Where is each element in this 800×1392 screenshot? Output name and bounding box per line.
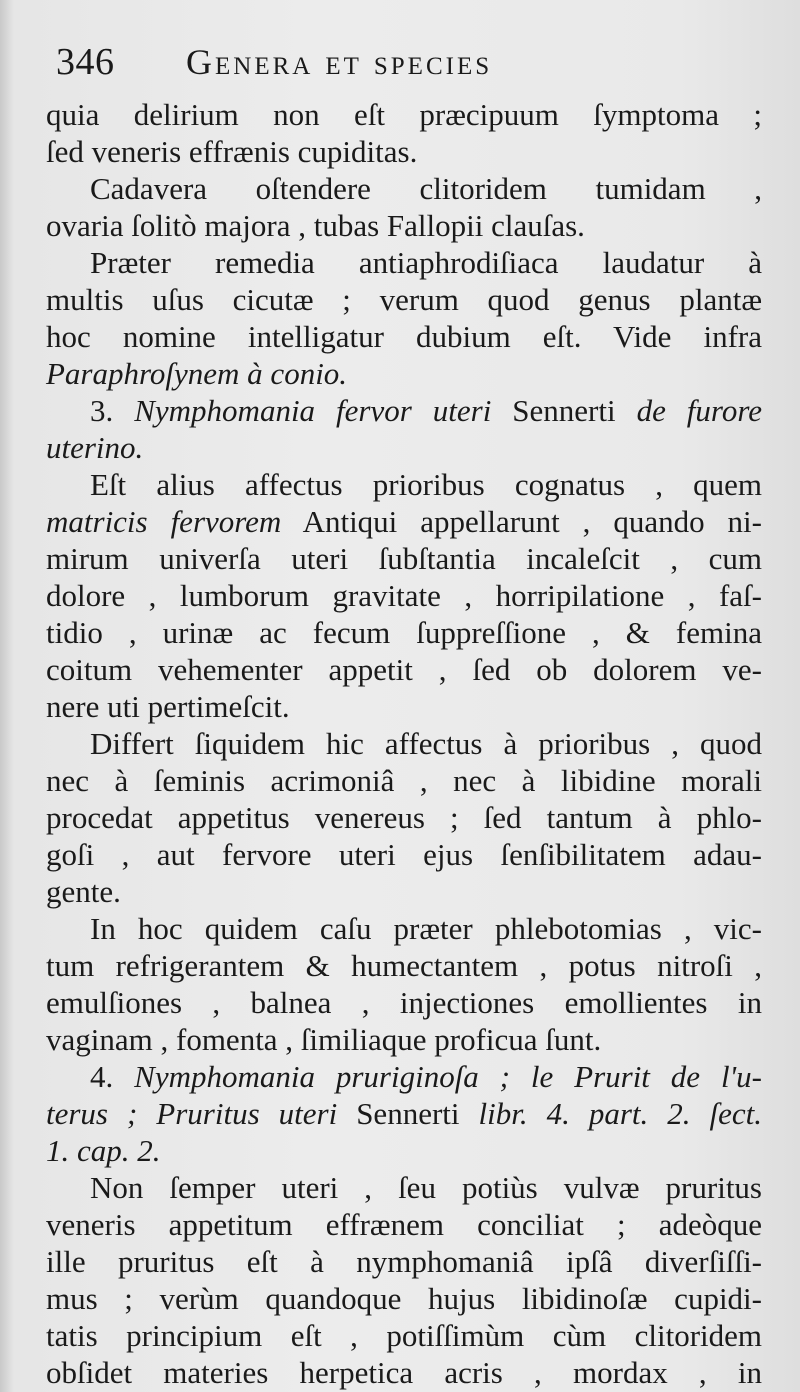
text-line (46, 910, 762, 947)
text-line (46, 762, 762, 799)
italic-span: matricis fervorem (46, 504, 282, 539)
text-span: Præter remedia antiaphrodiſiaca laudatur à (90, 245, 762, 280)
text-span: Cadavera oſtendere clitoridem tumidam , (90, 171, 762, 206)
text-span: ille pruritus eſt à nymphomaniâ ipſâ diverſiſſi- (46, 1244, 762, 1279)
italic-span: de furore (636, 393, 763, 428)
text-span: tum refrigerantem & humectantem , potus nitroſi , (46, 948, 762, 983)
running-head (56, 40, 762, 96)
text-line (46, 540, 762, 577)
text-line (46, 651, 762, 688)
text-span: goſi , aut fervore uteri ejus ſenſibilitatem adau- (46, 837, 762, 872)
text-line (46, 1206, 762, 1243)
page-number: 346 (56, 41, 115, 83)
text-span: quia delirium non eſt præcipuum ſymptoma ; (46, 97, 762, 132)
text-line (46, 614, 762, 651)
text-line (46, 1280, 762, 1317)
text-span: dolore , lumborum gravitate , horripilatione , faſ- (46, 578, 762, 613)
italic-span: terus ; Pruritus uteri (46, 1096, 338, 1131)
text-line (46, 1021, 762, 1058)
text-line (46, 1317, 762, 1354)
text-span: 3. (90, 393, 135, 428)
text-span: nec à ſeminis acrimoniâ , nec à libidine morali (46, 763, 762, 798)
text-line (46, 170, 762, 207)
text-span: Non ſemper uteri , ſeu potiùs vulvæ pruritus (90, 1170, 762, 1205)
text-span: vaginam , fomenta , ſimiliaque proficua ſunt. (46, 1022, 602, 1057)
text-span: Antiqui appellarunt , quando ni- (281, 504, 762, 539)
text-line (46, 688, 762, 725)
text-span: mus ; verùm quandoque hujus libidinoſæ cupidi- (46, 1281, 762, 1316)
text-span: obſidet materies herpetica acris , mordax , in (46, 1355, 762, 1390)
text-span: mirum univerſa uteri ſubſtantia incaleſcit , cum (46, 541, 762, 576)
text-line (46, 1058, 762, 1095)
text-span: tatis principium eſt , potiſſimùm cùm clitoridem (46, 1318, 762, 1353)
page-content (46, 40, 762, 1391)
text-span: coitum vehementer appetit , ſed ob dolorem ve- (46, 652, 762, 687)
text-span: procedat appetitus venereus ; ſed tantum à phlo- (46, 800, 762, 835)
italic-span: Nymphomania fervor uteri (134, 393, 492, 428)
italic-span: 1. cap. 2. (46, 1133, 161, 1168)
text-span: hoc nomine intelligatur dubium eſt. Vide infra (46, 319, 762, 354)
text-line (46, 873, 762, 910)
text-line (46, 318, 762, 355)
text-span: veneris appetitum effrænem conciliat ; adeòque (46, 1207, 762, 1242)
running-title: Genera et species (186, 42, 493, 82)
text-line (46, 207, 762, 244)
text-span: nere uti pertimeſcit. (46, 689, 290, 724)
text-line (46, 984, 762, 1021)
italic-span: Nymphomania pruriginoſa ; le Prurit de l'u- (134, 1059, 763, 1094)
text-line (46, 355, 762, 392)
text-span: ovaria ſolitò majora , tubas Fallopii clauſas. (46, 208, 585, 243)
text-line (46, 244, 762, 281)
text-line (46, 1169, 762, 1206)
text-span: ſed veneris effrænis cupiditas. (46, 134, 418, 169)
italic-span: libr. 4. part. 2. ſect. (478, 1096, 762, 1131)
text-span: In hoc quidem caſu præter phlebotomias , vic- (90, 911, 762, 946)
text-span: Differt ſiquidem hic affectus à prioribus , quod (90, 726, 762, 761)
text-line (46, 133, 762, 170)
text-line (46, 836, 762, 873)
text-line (46, 947, 762, 984)
text-span: Eſt alius affectus prioribus cognatus , quem (90, 467, 762, 502)
text-line (46, 429, 762, 466)
text-line (46, 1095, 762, 1132)
text-span: multis uſus cicutæ ; verum quod genus plantæ (46, 282, 762, 317)
italic-span: uterino. (46, 430, 144, 465)
text-line (46, 96, 762, 133)
text-line (46, 281, 762, 318)
text-span: Sennerti (337, 1096, 479, 1131)
text-line (46, 503, 762, 540)
text-line (46, 466, 762, 503)
text-line (46, 1132, 762, 1169)
text-line (46, 725, 762, 762)
italic-span: Paraphroſynem à conio. (46, 356, 348, 391)
text-span: emulſiones , balnea , injectiones emollientes in (46, 985, 762, 1020)
text-span: 4. (90, 1059, 135, 1094)
text-line (46, 392, 762, 429)
text-line (46, 577, 762, 614)
text-span: Sennerti (491, 393, 637, 428)
text-span: gente. (46, 874, 121, 909)
text-span: tidio , urinæ ac fecum ſuppreſſione , & femina (46, 615, 762, 650)
text-body (46, 96, 762, 1391)
text-line (46, 799, 762, 836)
text-line (46, 1243, 762, 1280)
text-line (46, 1354, 762, 1391)
